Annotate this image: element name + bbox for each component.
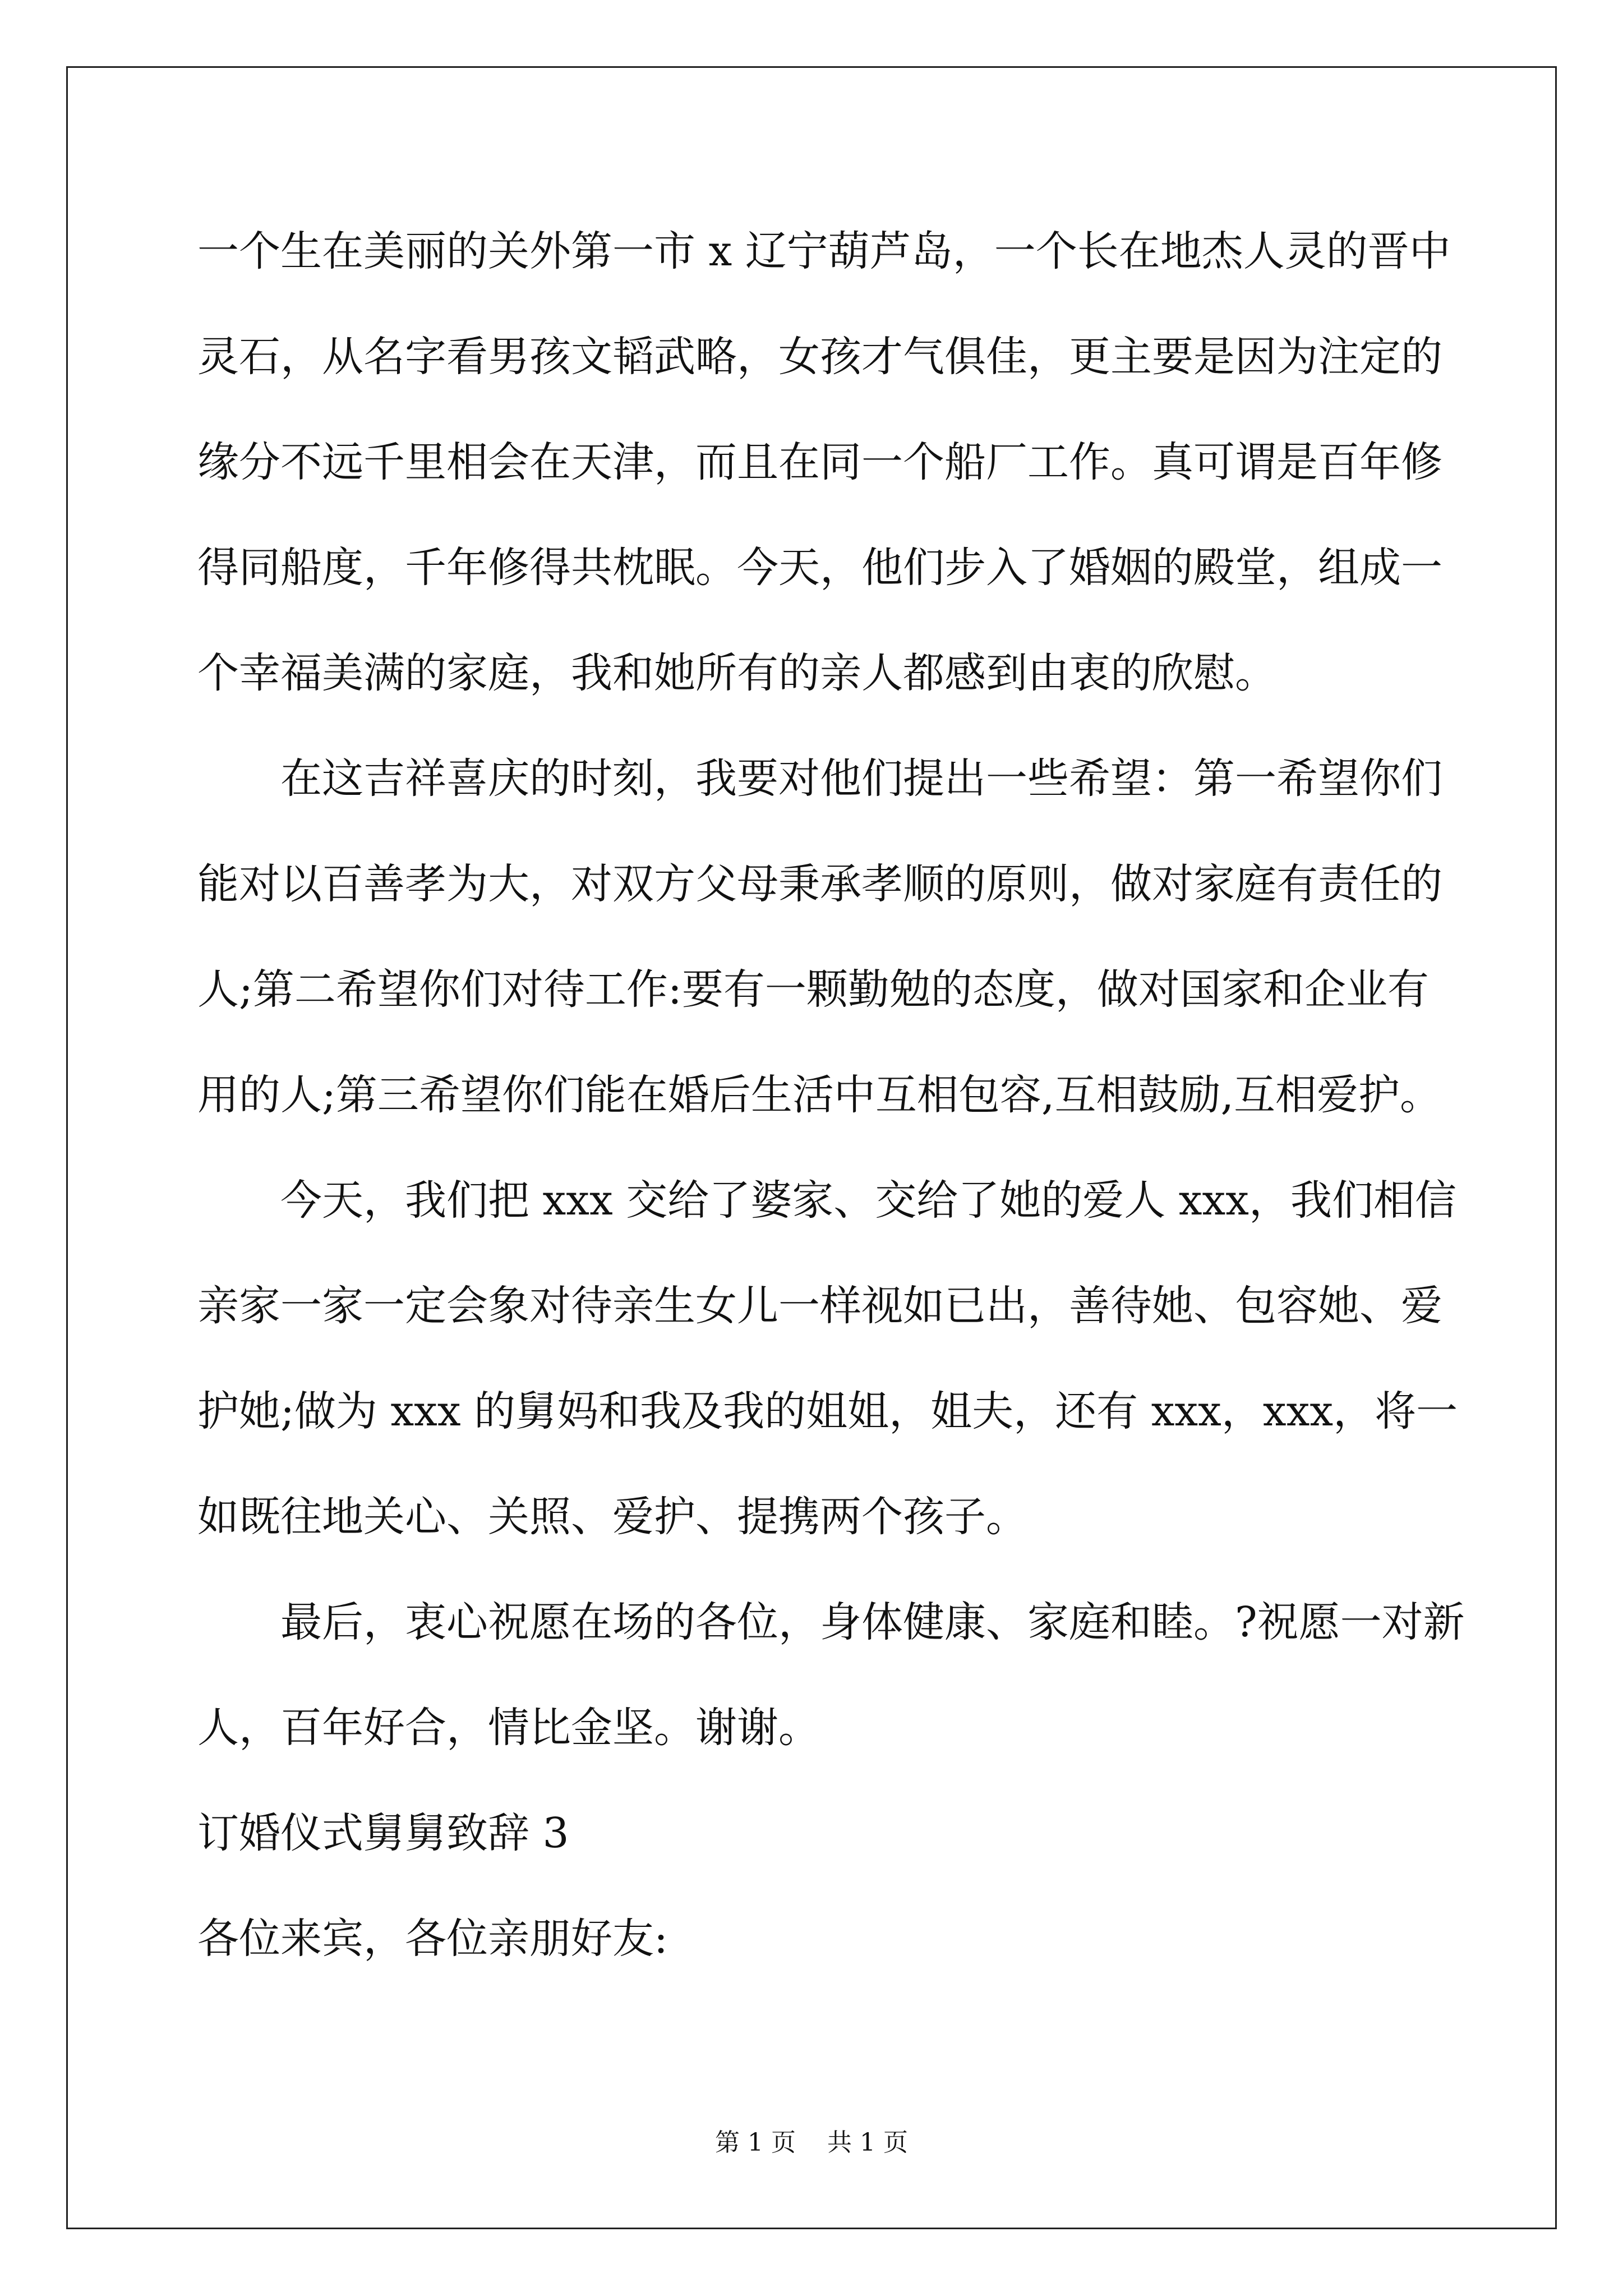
paragraph-line-5: 个幸福美满的家庭，我和她所有的亲人都感到由衷的欣慰。 bbox=[197, 649, 1276, 697]
page-footer bbox=[0, 2126, 1623, 2160]
document-body bbox=[197, 212, 1465, 2005]
paragraph-line-1: 一个生在美丽的关外第一市 x 辽宁葫芦岛，一个长在地杰人灵的晋中 bbox=[197, 227, 1451, 275]
paragraph-line-2: 灵石，从名字看男孩文韬武略，女孩才气俱佳，更主要是因为注定的 bbox=[197, 333, 1442, 381]
paragraph-line-6: 在这吉祥喜庆的时刻，我要对他们提出一些希望：第一希望你们 bbox=[280, 754, 1442, 803]
paragraph-line-13: 如既往地关心、关照、爱护、提携两个孩子。 bbox=[197, 1493, 1027, 1541]
paragraph-line-10: 今天，我们把 xxx 交给了婆家、交给了她的爱人 xxx，我们相信 bbox=[280, 1176, 1456, 1225]
paragraph-line-8: 人;第二希望你们对待工作:要有一颗勤勉的态度，做对国家和企业有 bbox=[197, 965, 1429, 1014]
paragraph-line-4: 得同船度，千年修得共枕眠。今天，他们步入了婚姻的殿堂，组成一 bbox=[197, 544, 1442, 592]
salutation-line: 各位来宾，各位亲朋好友: bbox=[197, 1915, 668, 1963]
paragraph-line-9: 用的人;第三希望你们能在婚后生活中互相包容,互相鼓励,互相爱护。 bbox=[197, 1071, 1441, 1119]
paragraph-line-14: 最后，衷心祝愿在场的各位，身体健康、家庭和睦。?祝愿一对新 bbox=[280, 1598, 1465, 1646]
paragraph-line-7: 能对以百善孝为大，对双方父母秉承孝顺的原则，做对家庭有责任的 bbox=[197, 860, 1442, 908]
paragraph-line-12: 护她;做为 xxx 的舅妈和我及我的姐姐，姐夫，还有 xxx，xxx，将一 bbox=[197, 1387, 1458, 1435]
section-heading: 订婚仪式舅舅致辞 3 bbox=[197, 1809, 569, 1857]
paragraph-line-3: 缘分不远千里相会在天津，而且在同一个船厂工作。真可谓是百年修 bbox=[197, 438, 1442, 486]
paragraph-line-15: 人，百年好合，情比金坚。谢谢。 bbox=[197, 1704, 820, 1752]
page-number-total: 共 1 页 bbox=[827, 2128, 908, 2157]
paragraph-line-11: 亲家一家一定会象对待亲生女儿一样视如已出，善待她、包容她、爱 bbox=[197, 1282, 1442, 1330]
page-number-current: 第 1 页 bbox=[715, 2128, 796, 2157]
